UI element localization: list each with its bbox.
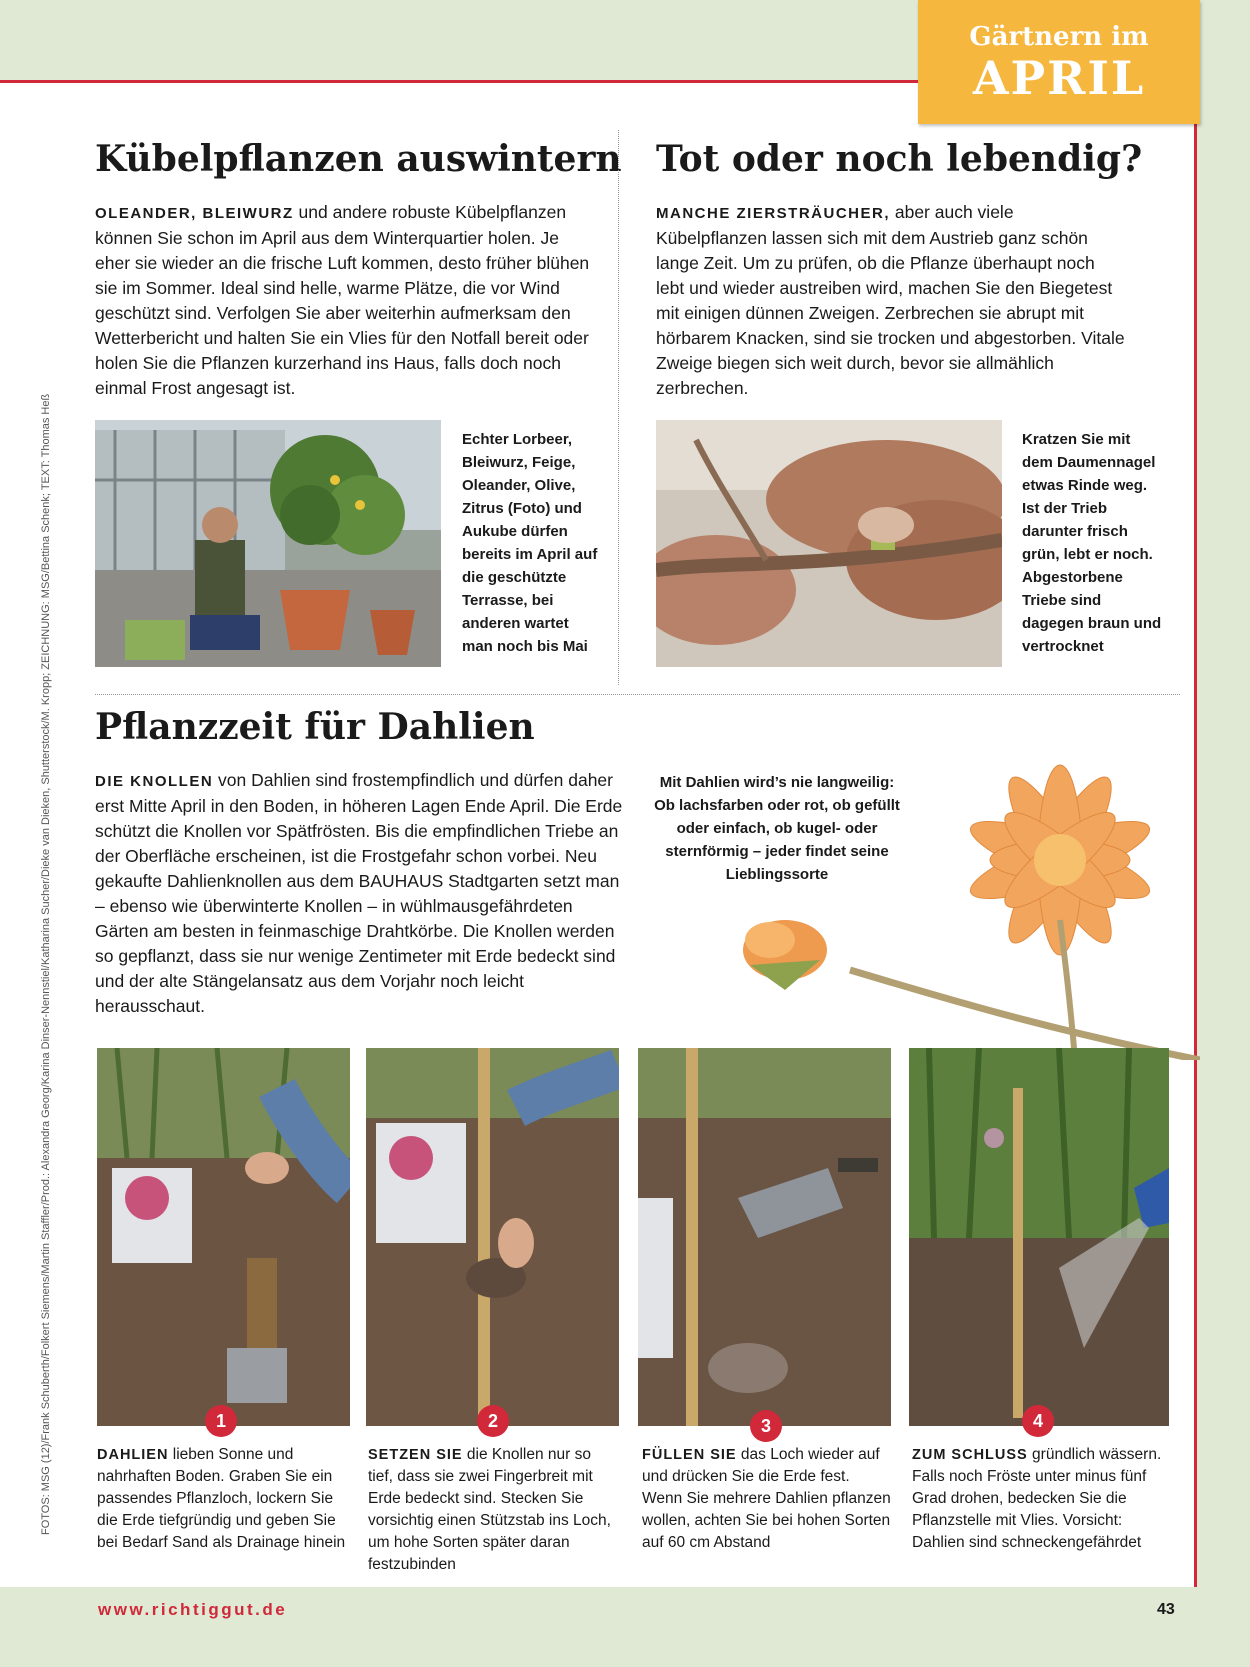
step-photo-4	[909, 1048, 1169, 1426]
step-body-2: die Knollen nur so tief, dass sie zwei Fingerbreit mit Erde bedeckt sind. Stecken Sie vorsichtig einen Stützstab ins Loch, um hohe Sorten später daran festzubinden	[368, 1446, 611, 1573]
left-title: Kübelpflanzen auswintern	[95, 138, 622, 180]
dahlia-lead: DIE KNOLLEN	[95, 773, 214, 790]
right-lead: MANCHE ZIERSTRÄUCHER,	[656, 205, 890, 222]
photo-credits: FOTOS: MSG (12)/Frank Schuberth/Folkert Siemens/Martin Staffler/Prod.: Alexandra Georg/Karina Dinser-Nennstiel/Katharina Sucher/Dieke van Dieken, Shutterstock/M. Kropp; ZEICHNUNG: MSG/Bettina Schenk; TEXT: Thomas Heß	[40, 393, 52, 1535]
step-lead-4: ZUM SCHLUSS	[912, 1447, 1028, 1463]
right-title: Tot oder noch lebendig?	[656, 138, 1143, 180]
tag-line2: APRIL	[972, 51, 1146, 105]
step-body-3: das Loch wieder auf und drücken Sie die Erde fest. Wenn Sie mehrere Dahlien pflanzen wollen, achten Sie bei hohen Sorten auf 60 cm Abstand	[642, 1446, 891, 1551]
tag-line1: Gärtnern im	[969, 22, 1149, 52]
step-photo-2	[366, 1048, 619, 1426]
step-lead-1: DAHLIEN	[97, 1447, 169, 1463]
right-text	[656, 200, 1126, 401]
step-number-4: 4	[1022, 1405, 1054, 1437]
step-body-1: lieben Sonne und nahrhaften Boden. Graben Sie ein passendes Pflanzloch, lockern Sie die Erde tiefgründig und geben Sie bei Bedarf Sand als Drainage hinein	[97, 1446, 346, 1551]
left-caption: Echter Lorbeer, Bleiwurz, Feige, Oleander, Olive, Zitrus (Foto) und Aukube dürfen bereits im April auf die geschützte Terrasse, bei anderen wartet man noch bis Mai	[462, 431, 598, 655]
step-text-1	[97, 1444, 347, 1554]
step-number-1: 1	[205, 1405, 237, 1437]
right-body: aber auch viele Kübelpflanzen lassen sich mit dem Austrieb ganz schön lange Zeit. Um zu prüfen, ob die Pflanze überhaupt noch lebt und wieder austreiben wird, machen Sie den Biegetest mit einigen dünnen Zweigen. Zerbrechen sie abrupt mit hörbarem Knacken, sind sie trocken und abgestorben. Vitale Zweige biegen sich weit durch, bevor sie allmählich zerbrechen.	[656, 202, 1125, 398]
step-body-4: gründlich wässern. Falls noch Fröste unter minus fünf Grad drohen, bedecken Sie die Pflanzstelle mit Vlies. Vorsicht: Dahlien sind schneckengefährdet	[912, 1446, 1162, 1551]
left-text	[95, 200, 590, 401]
photo-thumbnail-test	[656, 420, 1002, 667]
step-number-3: 3	[750, 1410, 782, 1442]
dahlia-flower-illustration	[690, 760, 1200, 1060]
photo-potted-plants	[95, 420, 441, 667]
left-lead: OLEANDER, BLEIWURZ	[95, 205, 294, 222]
section-divider	[95, 694, 1180, 695]
left-body: und andere robuste Kübelpflanzen können Sie schon im April aus dem Winterquartier holen. Je eher sie wieder an die frische Luft kommen, desto früher blühen sie im Sommer. Ideal sind helle, warme Plätze, die vor Wind geschützt sind. Verfolgen Sie aber weiterhin aufmerksam den Wetterbericht und halten Sie ein Vlies für den Notfall bereit oder holen Sie die Pflanzen kurzerhand ins Haus, falls doch noch einmal Frost angesagt ist.	[95, 202, 590, 398]
page-number: 43	[1157, 1601, 1175, 1618]
website-link[interactable]: www.richtiggut.de	[98, 1600, 288, 1619]
step-number-2: 2	[477, 1405, 509, 1437]
dahlia-body: von Dahlien sind frostempfindlich und dürfen daher erst Mitte April in den Boden, in höheren Lagen Ende April. Die Erde schützt die Knollen vor Spätfrösten. Bis die empfindlichen Triebe an der Oberfläche erscheinen, ist die Frostgefahr schon vorbei. Neu gekaufte Dahlienknollen aus dem BAUHAUS Stadtgarten setzt man – ebenso wie überwinterte Knollen – in wühlmausgefährdeten Gärten am besten in feinmaschige Drahtkörbe. Die Knollen werden so gepflanzt, dass sie nur wenige Zentimeter mit Erde bedeckt sind und der alte Stängelansatz aus dem Vorjahr noch leicht herausschaut.	[95, 770, 623, 1016]
step-text-4	[912, 1444, 1162, 1554]
dahlia-text	[95, 768, 625, 1019]
step-lead-2: SETZEN SIE	[368, 1447, 463, 1463]
column-divider	[618, 130, 619, 685]
dahlia-caption: Mit Dahlien wird’s nie langweilig: Ob lachsfarben oder rot, ob gefüllt oder einfach, ob kugel- oder sternförmig – jeder findet seine Lieblingssorte	[654, 774, 900, 883]
step-photo-1	[97, 1048, 350, 1426]
month-tag	[918, 0, 1200, 124]
dahlia-title: Pflanzzeit für Dahlien	[95, 706, 535, 748]
step-text-2	[368, 1444, 618, 1576]
step-lead-3: FÜLLEN SIE	[642, 1447, 737, 1463]
step-text-3	[642, 1444, 892, 1554]
step-photo-3	[638, 1048, 891, 1426]
right-caption: Kratzen Sie mit dem Daumennagel etwas Rinde weg. Ist der Trieb darunter frisch grün, lebt er noch. Abgestorbene Triebe sind dagegen braun und vertrocknet	[1022, 431, 1162, 655]
